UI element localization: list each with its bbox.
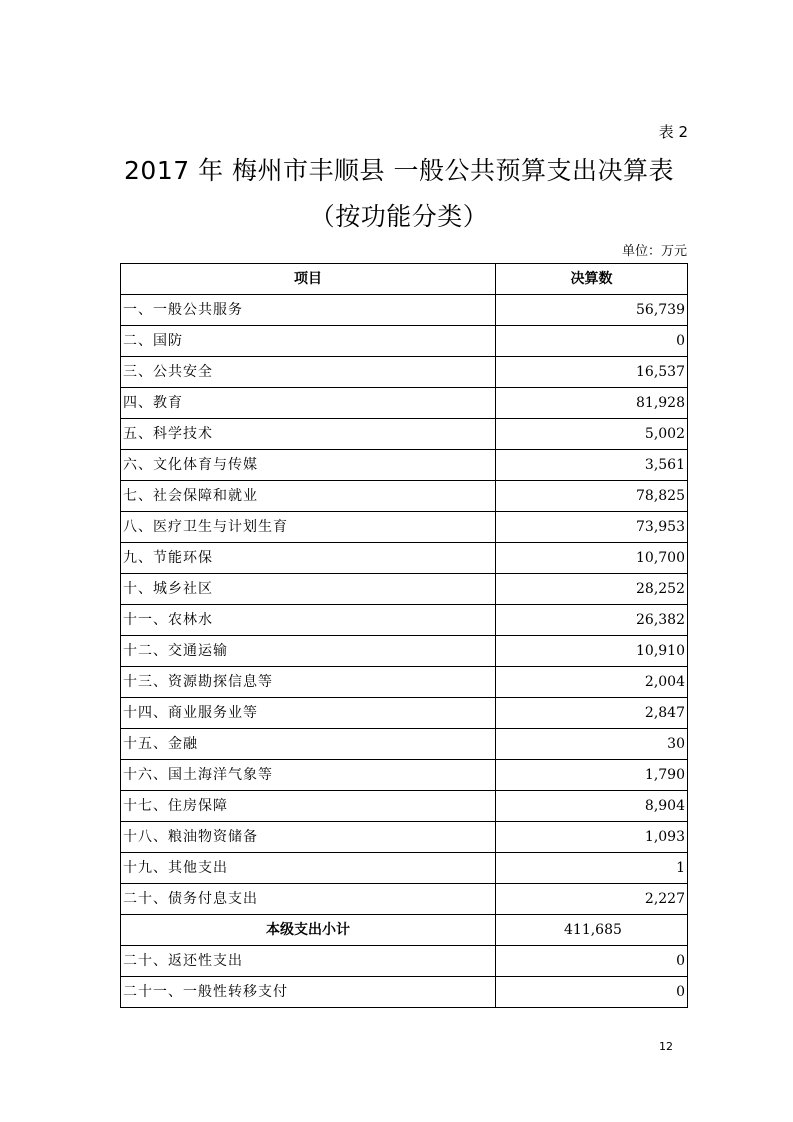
item-name-cell: 二十、返还性支出	[121, 946, 496, 977]
item-name-cell: 十、城乡社区	[121, 574, 496, 605]
item-name-cell: 十七、住房保障	[121, 791, 496, 822]
amount-cell: 2,847	[496, 698, 688, 729]
table-row	[121, 946, 688, 977]
amount-cell: 3,561	[496, 450, 688, 481]
item-name-cell: 五、科学技术	[121, 419, 496, 450]
table-row	[121, 977, 688, 1008]
table-row	[121, 853, 688, 884]
item-name-cell: 十六、国土海洋气象等	[121, 760, 496, 791]
item-name-cell: 本级支出小计	[121, 915, 496, 946]
table-row	[121, 791, 688, 822]
table-row	[121, 512, 688, 543]
page-number: 12	[659, 1040, 673, 1053]
table-row	[121, 884, 688, 915]
amount-cell: 81,928	[496, 388, 688, 419]
item-name-cell: 二、国防	[121, 326, 496, 357]
table-row	[121, 357, 688, 388]
amount-cell: 30	[496, 729, 688, 760]
amount-cell: 28,252	[496, 574, 688, 605]
amount-cell: 56,739	[496, 295, 688, 326]
table-row	[121, 760, 688, 791]
table-row	[121, 326, 688, 357]
table-row	[121, 636, 688, 667]
item-name-cell: 十二、交通运输	[121, 636, 496, 667]
table-row	[121, 667, 688, 698]
table-row	[121, 450, 688, 481]
amount-cell: 0	[496, 946, 688, 977]
amount-cell: 10,700	[496, 543, 688, 574]
table-row	[121, 419, 688, 450]
table-row	[121, 729, 688, 760]
table-row	[121, 295, 688, 326]
amount-cell: 26,382	[496, 605, 688, 636]
amount-cell: 0	[496, 326, 688, 357]
table-row	[121, 698, 688, 729]
table-row	[121, 481, 688, 512]
item-name-cell: 十三、资源勘探信息等	[121, 667, 496, 698]
table-row	[121, 388, 688, 419]
table-row	[121, 543, 688, 574]
amount-cell: 5,002	[496, 419, 688, 450]
amount-cell: 1,790	[496, 760, 688, 791]
amount-cell: 78,825	[496, 481, 688, 512]
table-body	[121, 295, 688, 1008]
item-name-cell: 八、医疗卫生与计划生育	[121, 512, 496, 543]
item-name-cell: 十四、商业服务业等	[121, 698, 496, 729]
item-name-cell: 七、社会保障和就业	[121, 481, 496, 512]
item-name-cell: 十九、其他支出	[121, 853, 496, 884]
unit-label: 单位：万元	[621, 244, 687, 259]
table-row	[121, 822, 688, 853]
table-row	[121, 574, 688, 605]
table-row	[121, 605, 688, 636]
item-name-cell: 二十、债务付息支出	[121, 884, 496, 915]
item-name-cell: 十一、农林水	[121, 605, 496, 636]
amount-cell: 2,227	[496, 884, 688, 915]
column-header-item: 项目	[121, 264, 496, 295]
item-name-cell: 十五、金融	[121, 729, 496, 760]
item-name-cell: 六、文化体育与传媒	[121, 450, 496, 481]
column-header-amount: 决算数	[496, 264, 688, 295]
amount-cell: 1	[496, 853, 688, 884]
amount-cell: 411,685	[496, 915, 688, 946]
amount-cell: 16,537	[496, 357, 688, 388]
amount-cell: 10,910	[496, 636, 688, 667]
amount-cell: 73,953	[496, 512, 688, 543]
item-name-cell: 九、节能环保	[121, 543, 496, 574]
amount-cell: 8,904	[496, 791, 688, 822]
item-name-cell: 一、一般公共服务	[121, 295, 496, 326]
amount-cell: 1,093	[496, 822, 688, 853]
table-header-row	[121, 264, 688, 295]
item-name-cell: 二十一、一般性转移支付	[121, 977, 496, 1008]
amount-cell: 2,004	[496, 667, 688, 698]
table-number: 表 2	[658, 123, 688, 141]
item-name-cell: 十八、粮油物资储备	[121, 822, 496, 853]
budget-table	[120, 263, 688, 1008]
amount-cell: 0	[496, 977, 688, 1008]
item-name-cell: 四、教育	[121, 388, 496, 419]
item-name-cell: 三、公共安全	[121, 357, 496, 388]
page-title: 2017 年 梅州市丰顺县 一般公共预算支出决算表（按功能分类）	[124, 156, 674, 231]
subtotal-row	[121, 915, 688, 946]
